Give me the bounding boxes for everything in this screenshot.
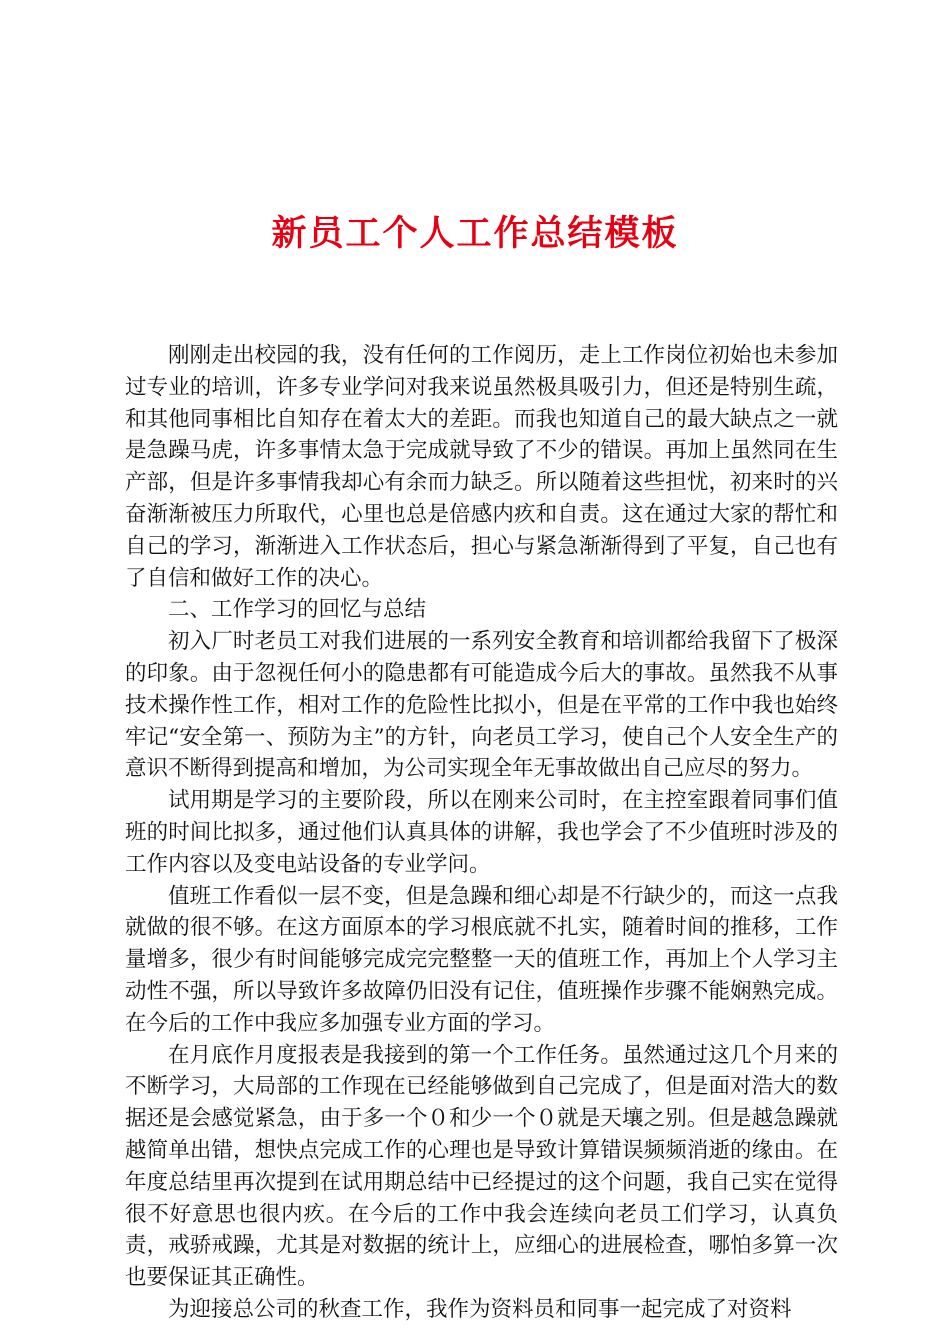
document-title: 新员工个人工作总结模板 xyxy=(271,213,679,254)
paragraph-probation: 试用期是学习的主要阶段，所以在刚来公司时，在主控室跟着同事们值班的时间比拟多，通过他们认真具体的讲解，我也学会了不少值班时涉及的工作内容以及变电站设备的专业学问。 xyxy=(125,788,838,877)
paragraph-intro: 刚刚走出校园的我，没有任何的工作阅历，走上工作岗位初始也未参加过专业的培训，许多专业学问对我来说虽然极具吸引力，但还是特别生疏，和其他同事相比自知存在着太大的差距。而我也知道自己的最大缺点之一就是急躁马虎，许多事情太急于完成就导致了不少的错误。再加上虽然同在生产部，但是许多事情我却心有余而力缺乏。所以随着这些担忧，初来时的兴奋渐渐被压力所取代，心里也总是倍感内疚和自责。这在通过大家的帮忙和自己的学习，渐渐进入工作状态后，担心与紧急渐渐得到了平复，自己也有了自信和做好工作的决心。 xyxy=(125,343,838,591)
section-heading-review: 二、工作学习的回忆与总结 xyxy=(168,597,427,623)
paragraph-inspection: 为迎接总公司的秋查工作，我作为资料员和同事一起完成了对资料 xyxy=(168,1296,792,1322)
paragraph-monthly-report: 在月底作月度报表是我接到的第一个工作任务。虽然通过这几个月来的不断学习，大局部的工作现在已经能够做到自己完成了，但是面对浩大的数据还是会感觉紧急，由于多一个０和少一个０就是天壤之别。但是越急躁就越简单出错，想快点完成工作的心理也是导致计算错误频频消逝的缘由。在年度总结里再次提到在试用期总结中已经提过的这个问题，我自己实在觉得很不好意思也很内疚。在今后的工作中我会连续向老员工们学习，认真负责，戒骄戒躁，尤其是对数据的统计上，应细心的进展检查，哪怕多算一次也要保证其正确性。 xyxy=(125,1042,838,1291)
document-body xyxy=(125,340,838,1326)
paragraph-duty-work: 值班工作看似一层不变，但是急躁和细心却是不行缺少的，而这一点我就做的很不够。在这方面原本的学习根底就不扎实，随着时间的推移，工作量增多，很少有时间能够完成完完整整一天的值班工作，再加上个人学习主动性不强，所以导致许多故障仍旧没有记住，值班操作步骤不能娴熟完成。在今后的工作中我应多加强专业方面的学习。 xyxy=(125,883,838,1036)
paragraph-safety: 初入厂时老员工对我们进展的一系列安全教育和培训都给我留下了极深的印象。由于忽视任何小的隐患都有可能造成今后大的事故。虽然我不从事技术操作性工作，相对工作的危险性比拟小，但是在平常的工作中我也始终牢记“安全第一、预防为主”的方针，向老员工学习，使自己个人安全生产的意识不断得到提高和增加，为公司实现全年无事故做出自己应尽的努力。 xyxy=(125,629,838,782)
